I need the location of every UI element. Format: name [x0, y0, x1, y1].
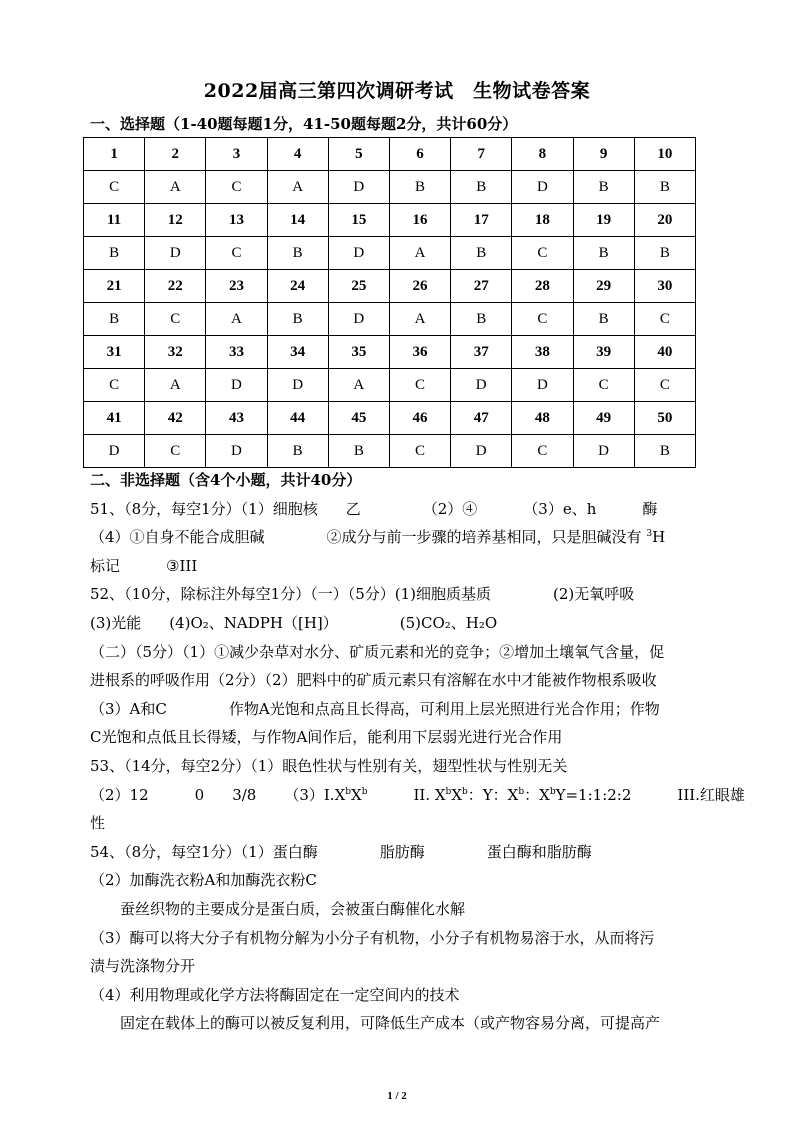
question-number-cell: 8 — [512, 138, 573, 171]
question-number-cell: 34 — [267, 336, 328, 369]
question-number-cell: 33 — [206, 336, 267, 369]
answer-cell: C — [145, 303, 206, 336]
answer-cell: D — [328, 237, 389, 270]
question-number-cell: 11 — [84, 204, 145, 237]
answer-cell: B — [573, 303, 634, 336]
answer-cell: D — [328, 171, 389, 204]
question-number-cell: 46 — [389, 402, 450, 435]
answer-cell: D — [145, 237, 206, 270]
question-number-cell: 4 — [267, 138, 328, 171]
question-number-cell: 21 — [84, 270, 145, 303]
q52-line6: C光饱和点低且长得矮，与作物A间作后，能利用下层弱光进行光合作用 — [90, 728, 563, 747]
question-number-row — [84, 138, 696, 171]
answer-cell: D — [451, 435, 512, 468]
question-number-cell: 2 — [145, 138, 206, 171]
question-number-cell: 22 — [145, 270, 206, 303]
question-number-cell: 28 — [512, 270, 573, 303]
answer-cell: C — [145, 435, 206, 468]
answer-cell: D — [267, 369, 328, 402]
question-number-cell: 3 — [206, 138, 267, 171]
answer-row — [84, 369, 696, 402]
question-number-cell: 43 — [206, 402, 267, 435]
q54-line1: 54、（8分，每空1分）（1）蛋白酶 脂肪酶 蛋白酶和脂肪酶 — [90, 842, 592, 861]
answer-cell: B — [573, 237, 634, 270]
answer-cell: B — [84, 237, 145, 270]
answer-cell: C — [512, 435, 573, 468]
q54-line4: （3）酶可以将大分子有机物分解为小分子有机物，小分子有机物易溶于水，从而将污 — [90, 928, 655, 947]
answer-cell: A — [389, 237, 450, 270]
question-number-row — [84, 336, 696, 369]
question-number-cell: 15 — [328, 204, 389, 237]
question-number-cell: 41 — [84, 402, 145, 435]
question-number-cell: 45 — [328, 402, 389, 435]
q54-line3: 蚕丝织物的主要成分是蛋白质，会被蛋白酶催化水解 — [120, 899, 466, 918]
question-number-cell: 36 — [389, 336, 450, 369]
answer-cell: C — [573, 369, 634, 402]
q51-line3: 标记 ③III — [90, 556, 198, 575]
question-number-cell: 40 — [634, 336, 695, 369]
answer-cell: B — [451, 303, 512, 336]
question-number-cell: 42 — [145, 402, 206, 435]
answer-cell: D — [512, 369, 573, 402]
answer-cell: D — [451, 369, 512, 402]
answer-cell: C — [84, 171, 145, 204]
answer-cell: B — [267, 237, 328, 270]
section1-heading: 一、选择题（1-40题每题1分，41-50题每题2分，共计60分） — [90, 115, 518, 133]
question-number-cell: 23 — [206, 270, 267, 303]
q52-line4: 进根系的呼吸作用（2分）（2）肥料中的矿质元素只有溶解在水中才能被作物根系吸收 — [90, 671, 657, 690]
question-number-cell: 50 — [634, 402, 695, 435]
answer-cell: C — [512, 237, 573, 270]
answer-row — [84, 171, 696, 204]
question-number-cell: 37 — [451, 336, 512, 369]
question-number-cell: 9 — [573, 138, 634, 171]
question-number-cell: 10 — [634, 138, 695, 171]
question-number-cell: 38 — [512, 336, 573, 369]
q52-line3: （二）（5分）（1）①减少杂草对水分、矿质元素和光的竞争；②增加土壤氧气含量，促 — [90, 642, 665, 661]
question-number-cell: 17 — [451, 204, 512, 237]
q54-line6: （4）利用物理或化学方法将酶固定在一定空间内的技术 — [90, 985, 460, 1004]
answer-cell: B — [634, 237, 695, 270]
question-number-cell: 29 — [573, 270, 634, 303]
question-number-cell: 32 — [145, 336, 206, 369]
answer-cell: B — [451, 171, 512, 204]
answer-row — [84, 237, 696, 270]
answer-cell: C — [84, 369, 145, 402]
q54-line5: 渍与洗涤物分开 — [90, 957, 196, 976]
answer-cell: D — [328, 303, 389, 336]
answer-cell: C — [634, 369, 695, 402]
question-number-row — [84, 402, 696, 435]
question-number-cell: 16 — [389, 204, 450, 237]
question-number-cell: 5 — [328, 138, 389, 171]
q51-line1: 51、（8分，每空1分）（1）细胞核 乙 （2）④ （3）e、h 酶 — [90, 499, 658, 518]
answer-cell: B — [84, 303, 145, 336]
q53-line2: （2）12 0 3/8 $(3)I.X^bX^b$ II. $X^bX^b$：Y：$X^b$：$X^bY=1:1:2:2$ III.红眼雄 — [90, 785, 745, 804]
answer-cell: D — [512, 171, 573, 204]
q52-line1: 52、（10分，除标注外每空1分）（一）（5分）(1)细胞质基质 (2)无氧呼吸 — [90, 585, 635, 604]
question-number-cell: 25 — [328, 270, 389, 303]
question-number-cell: 14 — [267, 204, 328, 237]
answer-cell: B — [389, 171, 450, 204]
answer-cell: B — [634, 435, 695, 468]
question-number-cell: 12 — [145, 204, 206, 237]
answer-cell: A — [328, 369, 389, 402]
answer-cell: C — [634, 303, 695, 336]
question-number-cell: 19 — [573, 204, 634, 237]
question-number-cell: 7 — [451, 138, 512, 171]
answer-cell: A — [389, 303, 450, 336]
q54-line7: 固定在载体上的酶可以被反复利用，可降低生产成本（或产物容易分离，可提高产 — [120, 1014, 661, 1033]
section2-heading: 二、非选择题（含4个小题，共计40分） — [90, 471, 362, 489]
question-number-cell: 27 — [451, 270, 512, 303]
answer-cell: A — [206, 303, 267, 336]
answer-cell: D — [573, 435, 634, 468]
question-number-cell: 30 — [634, 270, 695, 303]
answer-cell: C — [206, 171, 267, 204]
answer-cell: C — [206, 237, 267, 270]
answer-cell: B — [267, 435, 328, 468]
question-number-cell: 49 — [573, 402, 634, 435]
question-number-cell: 1 — [84, 138, 145, 171]
question-number-cell: 6 — [389, 138, 450, 171]
answer-cell: B — [328, 435, 389, 468]
page-number: 1 / 2 — [387, 1090, 407, 1102]
answer-body — [90, 466, 745, 1038]
question-number-cell: 35 — [328, 336, 389, 369]
question-number-row — [84, 204, 696, 237]
answer-cell: B — [634, 171, 695, 204]
question-number-cell: 24 — [267, 270, 328, 303]
question-number-cell: 48 — [512, 402, 573, 435]
answer-cell: D — [206, 435, 267, 468]
answer-row — [84, 435, 696, 468]
question-number-cell: 20 — [634, 204, 695, 237]
question-number-cell: 13 — [206, 204, 267, 237]
q52-line2: (3)光能 (4)O₂、NADPH（[H]） (5)CO₂、H₂O — [90, 613, 498, 632]
answer-cell: B — [267, 303, 328, 336]
q53-line3: 性 — [90, 814, 106, 833]
answer-cell: C — [389, 369, 450, 402]
question-number-cell: 39 — [573, 336, 634, 369]
q52-line5: （3）A和C 作物A光饱和点高且长得高，可利用上层光照进行光合作用；作物 — [90, 699, 660, 718]
question-number-cell: 26 — [389, 270, 450, 303]
answer-cell: C — [512, 303, 573, 336]
answer-cell: A — [145, 369, 206, 402]
document-title: 2022届高三第四次调研考试 生物试卷答案 — [203, 80, 591, 102]
answer-cell: A — [145, 171, 206, 204]
answer-cell: D — [206, 369, 267, 402]
answer-cell: D — [84, 435, 145, 468]
answer-cell: C — [389, 435, 450, 468]
answer-cell: B — [451, 237, 512, 270]
answer-row — [84, 303, 696, 336]
question-number-cell: 44 — [267, 402, 328, 435]
answer-cell: A — [267, 171, 328, 204]
answer-cell: B — [573, 171, 634, 204]
answer-table — [83, 137, 696, 468]
question-number-cell: 18 — [512, 204, 573, 237]
question-number-cell: 47 — [451, 402, 512, 435]
question-number-row — [84, 270, 696, 303]
q54-line2: （2）加酶洗衣粉A和加酶洗衣粉C — [90, 871, 317, 890]
q53-line1: 53、（14分，每空2分）（1）眼色性状与性别有关，翅型性状与性别无关 — [90, 756, 568, 775]
question-number-cell: 31 — [84, 336, 145, 369]
q51-line2: （4）①自身不能合成胆碱 ②成分与前一步骤的培养基相同，只是胆碱没有 $^3$H — [90, 528, 666, 547]
